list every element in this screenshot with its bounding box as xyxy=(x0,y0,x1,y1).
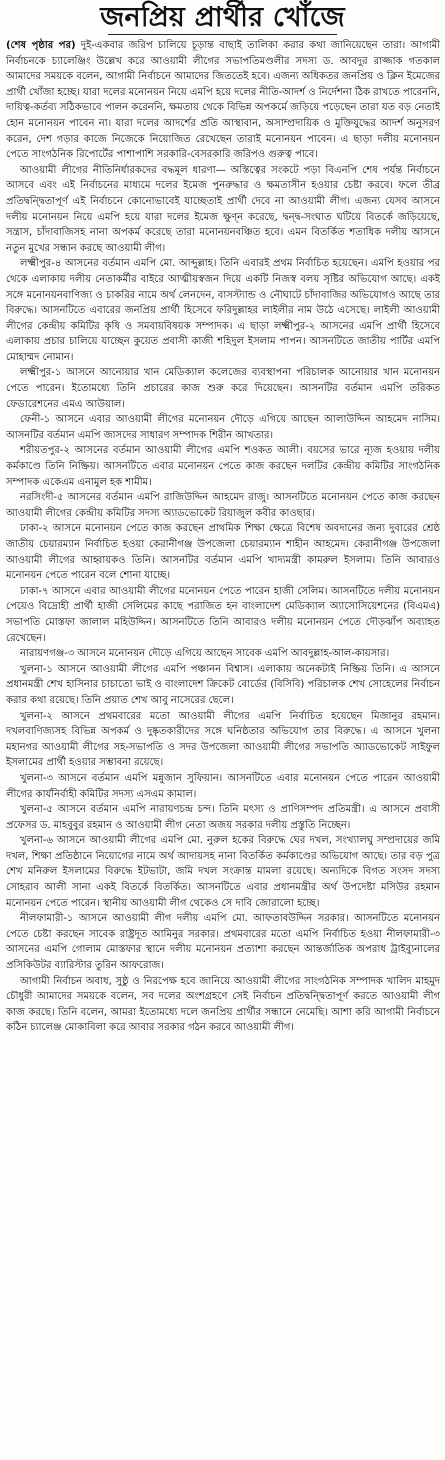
article-paragraph: খুলনা-৩ আসনে বর্তমান এমপি মন্নুজান সুফিয়ান। আসনটিতে এবার মনোনয়ন পেতে পারেন আওয়ামী লীগের কার্যনির্বাহী কমিটির সদস্য এসএম কামাল। xyxy=(6,772,440,800)
article-paragraph: লক্ষ্মীপুর-১ আসনে আনোয়ার খান মেডিক্যাল কলেজের ব্যবস্থাপনা পরিচালক আনোয়ার খান মনোনয়ন পেতে পারেন। ইতোমধ্যে তিনি প্রচারের কাজ শুরু করে দিয়েছেন। আসনটির বর্তমান এমপি তরিকত ফেডারেশনের এমএ আউয়াল। xyxy=(6,367,440,410)
article-paragraph: আওয়ামী লীগের নীতিনির্ধারকদের বদ্ধমূল ধারণা— অস্তিত্বের সংকটে পড়া বিএনপি শেষ পর্যন্ত নির্বাচনে আসবে এবং এই নির্বাচনের মাধ্যমে দলের ইমেজ পুনরুদ্ধার ও ক্ষমতাসীন হওয়ার চেষ্টা করবে। ফলে তীব্র প্রতিদ্বন্দ্বিতাপূর্ণ এই নির্বাচনে কোনোভাবেই যাচ্ছেতাই প্রার্থী দেবে না আওয়ামী লীগ। এজন্য যেসব আসনে দলীয় মনোনয়ন নিয়ে এমপি হয়ে যারা দলের ইমেজ ক্ষুণ্ন করেছে, দ্বন্দ্ব-সংঘাত ঘটিয়ে বিতর্কে জড়িয়েছে, সন্ত্রাস, চাঁদাবাজিসহ নানা অপকর্ম করেছে তারা মনোনয়নবঞ্চিত হবে। এমন বিতর্কিত শতাধিক দলীয় আসনে নতুন মুখের সন্ধান করছে আওয়ামী লীগ। xyxy=(6,164,440,254)
article-paragraph xyxy=(6,38,440,163)
paragraph-text: দুই-একবার জরিপ চালিয়ে চূড়ান্ত বাছাই তালিকা করার কথা জানিয়েছেন তারা। আগামী নির্বাচনকে চ্যালেঞ্জিং উল্লেখ করে আওয়ামী লীগের সভাপতিমণ্ডলীর সদস্য ড. আবদুর রাজ্জাক গতকাল আমাদের সময়কে বলেন, আগামী নির্বাচনে আমাদের জিততেই হবে। এজন্য অধিকতর জনপ্রিয় ও ক্লিন ইমেজের প্রার্থী খোঁজা হচ্ছে। যারা দলের মনোনয়ন নিয়ে এমপি হয়ে দলের নীতি-আদর্শ ও নির্দেশনা ঠিক রাখতে পারেননি, দায়িত্ব-কর্তব্য সঠিকভাবে পালন করেননি, ক্ষমতায় থেকে বিভিন্ন অপকর্মে জড়িয়ে পড়েছেন তারা যত বড় নেতাই হোন মনোনয়ন পাবেন না। যারা দলের আদর্শের প্রতি আস্থাবান, অসাম্প্রদায়িক ও মুক্তিযুদ্ধের আদর্শ অনুসরণ করেন, দেশ গড়ার কাজে নিজেকে নিয়োজিত রেখেছেন তারাই মনোনয়ন পাবেন। এ ছাড়া দলীয় মনোনয়ন পেতে সাংগঠনিক রিপোর্টের পাশাপাশি সরকারি-বেসরকারি জরিপও গুরুত্ব পাবে। xyxy=(6,40,440,161)
article-paragraph: খুলনা-৫ আসনে বর্তমান এমপি নারায়ণচন্দ্র চন্দ। তিনি মৎস্য ও প্রাণিসম্পদ প্রতিমন্ত্রী। এ আসনে প্রবাসী প্রফেসর ড. মাহবুবুর রহমান ও আওয়ামী লীগ নেতা অজয় সরকার দলীয় প্রস্তুতি নিচ্ছেন। xyxy=(6,804,440,831)
headline-underline xyxy=(108,34,337,35)
article-paragraph: ঢাকা-৭ আসনে এবার আওয়ামী লীগের মনোনয়ন পেতে পারেন হাজী সেলিম। আসনটিতে দলীয় মনোনয়ন পেয়েও বিদ্রোহী প্রার্থী হাজী সেলিমের কাছে পরাজিত হন বাংলাদেশ মেডিক্যাল অ্যাসোসিয়েশনের (বিএমএ) সভাপতি মোস্তফা জালাল মহিউদ্দিন। আসনটিতে তিনি আবারও দলীয় মনোনয়ন পেতে দৌড়ঝাঁপ অব্যাহত রেখেছেন। xyxy=(6,585,440,644)
article-paragraph: নীলফামারী-১ আসনে আওয়ামী লীগ দলীয় এমপি মো. আফতাবউদ্দিন সরকার। আসনটিতে মনোনয়ন পেতে চেষ্টা করছেন সাবেক রাষ্ট্রদূত আমিনুর সরকার। প্রথমবারের মতো এমপি নির্বাচিত হওয়া নীলফামারী-৩ আসনের এমপি গোলাম মোস্তফার স্থানে দলীয় মনোনয়ন প্রত্যাশা করছেন আন্তর্জাতিক অপরাধ ট্রাইব্যুনালের প্রসিকিউটর ব্যারিস্টার তুরিন আফরোজ। xyxy=(6,913,440,972)
article-paragraph: শরীয়তপুর-২ আসনের বর্তমান আওয়ামী লীগের এমপি শওকত আলী। বয়সের ভারে ন্যূজ হওয়ায় দলীয় কর্মকাণ্ডে তিনি নিষ্ক্রিয়। আসনটিতে এবার মনোনয়ন পেতে কাজ করছেন দলটির কেন্দ্রীয় কমিটির সাংগঠনিক সম্পাদক একেএম এনামুল হক শামীম। xyxy=(6,445,440,488)
article-paragraph: ঢাকা-২ আসনে মনোনয়ন পেতে কাজ করছেন প্রাথমিক শিক্ষা ক্ষেত্রে বিশেষ অবদানের জন্য দুবারের শ্রেষ্ঠ জাতীয় চেয়ারম্যান নির্বাচিত হওয়া কেরানীগঞ্জ উপজেলা চেয়ারম্যান শাহীন আহমেদ। কেরানীগঞ্জ উপজেলা আওয়ামী লীগের আহ্বায়কও তিনি। আসনটির বর্তমান এমপি খাদ্যমন্ত্রী কামরুল ইসলাম। তিনি আবারও মনোনয়ন পেতে পারেন বলে শোনা যাচ্ছে। xyxy=(6,523,440,582)
article-headline: জনপ্রিয় প্রার্থীর খোঁজে xyxy=(100,2,345,33)
article-paragraph: খুলনা-২ আসনে প্রথমবারের মতো আওয়ামী লীগের এমপি নির্বাচিত হয়েছেন মিজানুর রহমান। দখলবাণিজ্যসহ বিভিন্ন অপকর্ম ও দুষ্কৃতকারীদের সঙ্গে ঘনিষ্ঠতার অভিযোগ তার বিরুদ্ধে। এ আসনে খুলনা মহানগর আওয়ামী লীগের সহ-সভাপতি ও সদর উপজেলা আওয়ামী লীগের সভাপতি অ্যাডভোকেট সাইফুল ইসলামের প্রার্থী হওয়ার সম্ভাবনা রয়েছে। xyxy=(6,710,440,769)
article-paragraph: আগামী নির্বাচন অবাধ, সুষ্ঠু ও নিরপেক্ষ হবে জানিয়ে আওয়ামী লীগের সাংগঠনিক সম্পাদক খালিদ মাহমুদ চৌধুরী আমাদের সময়কে বলেন, সব দলের অংশগ্রহণে সেই নির্বাচন প্রতিদ্বন্দ্বিতাপূর্ণ করতে আওয়ামী লীগ কাজ করছে। তিনি বলেন, আমরা ইতোমধ্যে দলে জনপ্রিয় প্রার্থীর সন্ধানে নেমেছি। আশা করি আগামী নির্বাচনে কঠিন চ্যালেঞ্জ মোকাবিলা করে আবার সরকার গঠন করবে আওয়ামী লীগ। xyxy=(6,975,440,1034)
article-paragraph: খুলনা-৬ আসনে আওয়ামী লীগের এমপি মো. নুরুল হকের বিরুদ্ধে ঘের দখল, সংখ্যালঘু সম্প্রদায়ের জমি দখল, শিক্ষা প্রতিষ্ঠানে নিয়োগের নামে অর্থ আদায়সহ নানা বিতর্কিত কর্মকাণ্ডের অভিযোগ আছে। তার বড় পুত্র শেখ মনিরুল ইসলামের বিরুদ্ধে ইটভাটা, জমি দখল সংক্রান্ত মামলা রয়েছে। অন্যদিকে বিগত সংসদ সদস্য সোহরাব আলী সানা একই বিতর্কে বিতর্কিত। আসনটিতে এবার প্রধানমন্ত্রীর অর্থ উপদেষ্টা মসিউর রহমান মনোনয়ন পেতে পারেন। স্থানীয় আওয়ামী লীগ থেকেও সে দাবি জোরালো হচ্ছে। xyxy=(6,835,440,909)
article-paragraph: ফেনী-১ আসনে এবার আওয়ামী লীগের মনোনয়ন দৌড়ে এগিয়ে আছেন আলাউদ্দিন আহমেদ নাসিম। আসনটির বর্তমান এমপি জাসদের সাধারণ সম্পাদক শিরীন আখতার। xyxy=(6,414,440,441)
article-paragraph: নারায়ণগঞ্জ-৩ আসনে মনোনয়ন দৌড়ে এগিয়ে আছেন সাবেক এমপি আবদুল্লাহ-আল-কায়সার। xyxy=(20,648,390,660)
article-paragraph: নরসিংদী-৫ আসনের বর্তমান এমপি রাজিউদ্দিন আহমেদ রাজু। আসনটিতে মনোনয়ন পেতে কাজ করছেন আওয়ামী লীগের কেন্দ্রীয় কমিটির সদস্য অ্যাডভোকেট রিয়াজুল কবীর কাওছার। xyxy=(6,492,440,519)
article-body xyxy=(6,38,440,1454)
continuation-label: (শেষ পৃষ্ঠার পর) xyxy=(6,40,76,51)
article-paragraph: খুলনা-১ আসনে আওয়ামী লীগের এমপি পঞ্চানন বিশ্বাস। এলাকায় অনেকটাই নিষ্ক্রিয় তিনি। এ আসনে প্রধানমন্ত্রী শেখ হাসিনার চাচাতো ভাই ও বাংলাদেশ ক্রিকেট বোর্ডের (বিসিবি) পরিচালক শেখ সোহেলের নির্বাচন করার কথা রয়েছে। তিনি প্রয়াত শেখ আবু নাসেরের ছেলে। xyxy=(6,663,440,706)
article-paragraph: লক্ষ্মীপুর-৪ আসনের বর্তমান এমপি মো. আব্দুল্লাহ। তিনি এবারই প্রথম নির্বাচিত হয়েছেন। এমপি হওয়ার পর থেকে এলাকায় দলীয় নেতাকর্মীর বাইরে আত্মীয়স্বজন দিয়ে একটি নিজস্ব বলয় সৃষ্টির অভিযোগ আছে। একই সঙ্গে মনোনয়নবাণিজ্য ও চাকরির নামে অর্থ লেনদেন, বাসস্ট্যান্ড ও নৌঘাটে চাঁদাবাজির অভিযোগও আছে তার বিরুদ্ধে। আসনটিতে এবারের জনপ্রিয় প্রার্থী হিসেবে ফরিদুল্লাহর লাইলীর নাম উঠে এসেছে। লাইলী আওয়ামী লীগের কেন্দ্রীয় কমিটির কৃষি ও সমবায়বিষয়ক সম্পাদক। এ ছাড়া লক্ষ্মীপুর-২ আসনের এমপি প্রার্থী হিসেবে এলাকায় প্রচার চালিয়ে যাচ্ছেন কুয়েত প্রবাসী কাজী শহিদুল ইসলাম পাপন। আসনটিতে জাতীয় পার্টির এমপি মোহাম্মদ নোমান। xyxy=(6,258,440,363)
